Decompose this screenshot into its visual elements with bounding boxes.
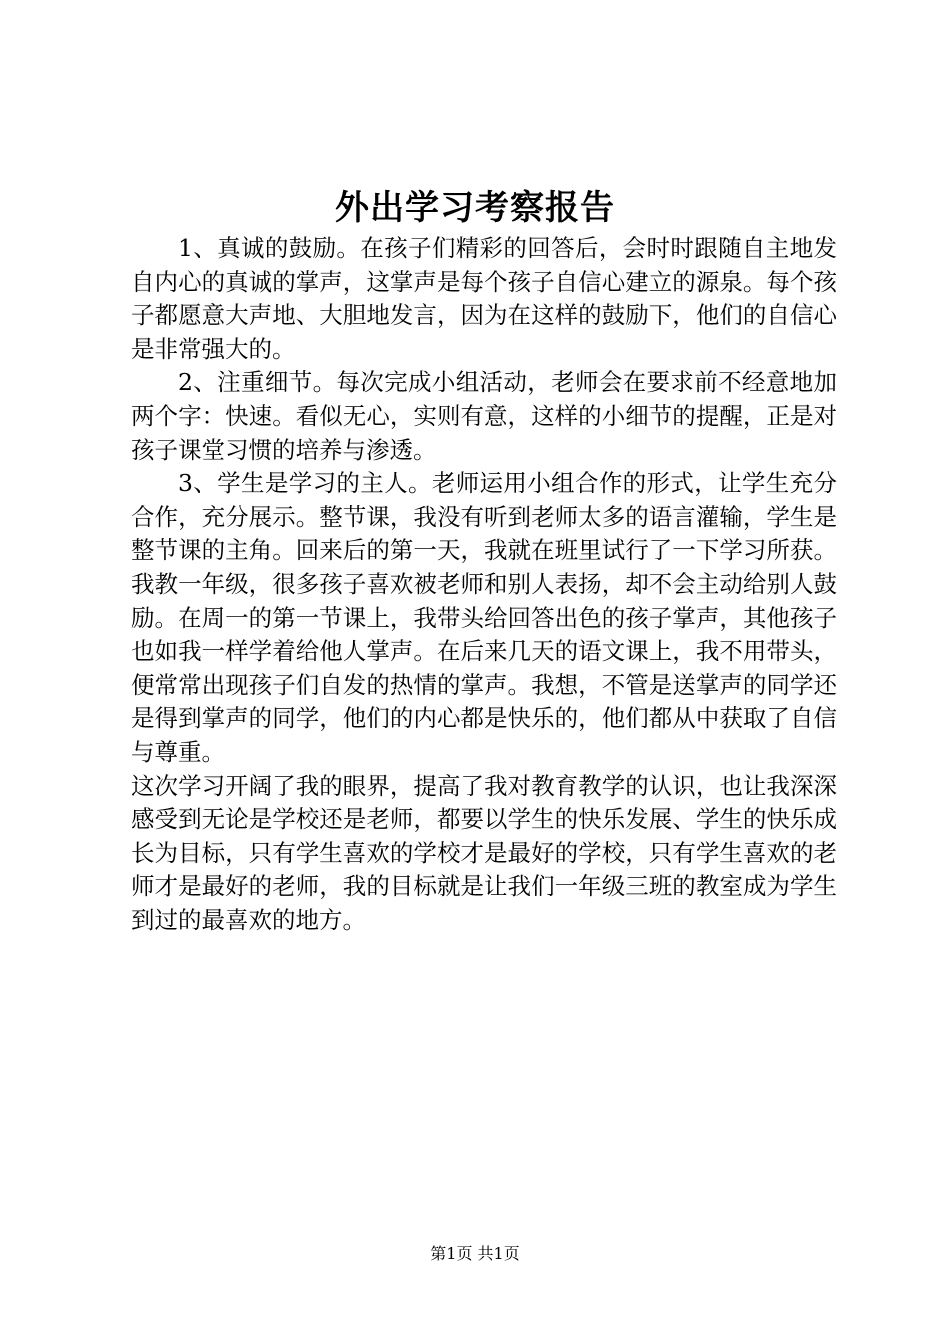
- page-footer: 第1页 共1页: [430, 1244, 520, 1263]
- paragraph-encouragement: 1、真诚的鼓励。在孩子们精彩的回答后，会时时跟随自主地发自内心的真诚的掌声，这掌声是每个孩子自信心建立的源泉。每个孩子都愿意大声地、大胆地发言，因为在这样的鼓励下，他们的自信心是非常强大的。: [131, 234, 837, 363]
- paragraph-conclusion: 这次学习开阔了我的眼界，提高了我对教育教学的认识，也让我深深感受到无论是学校还是老师，都要以学生的快乐发展、学生的快乐成长为目标，只有学生喜欢的学校才是最好的学校，只有学生喜欢的老师才是最好的老师，我的目标就是让我们一年级三班的教室成为学生到过的最喜欢的地方。: [131, 771, 837, 934]
- document-title: 外出学习考察报告: [335, 188, 615, 228]
- paragraph-students-as-masters: 3、学生是学习的主人。老师运用小组合作的形式，让学生充分合作，充分展示。整节课，我没有听到老师太多的语言灌输，学生是整节课的主角。回来后的第一天，我就在班里试行了一下学习所获。我教一年级，很多孩子喜欢被老师和别人表扬，却不会主动给别人鼓励。在周一的第一节课上，我带头给回答出色的孩子掌声，其他孩子也如我一样学着给他人掌声。在后来几天的语文课上，我不用带头，便常常出现孩子们自发的热情的掌声。我想，不管是送掌声的同学还是得到掌声的同学，他们的内心都是快乐的，他们都从中获取了自信与尊重。: [131, 469, 837, 766]
- paragraph-details: 2、注重细节。每次完成小组活动，老师会在要求前不经意地加两个字：快速。看似无心，实则有意，这样的小细节的提醒，正是对孩子课堂习惯的培养与渗透。: [131, 368, 837, 464]
- document-body: [131, 232, 837, 937]
